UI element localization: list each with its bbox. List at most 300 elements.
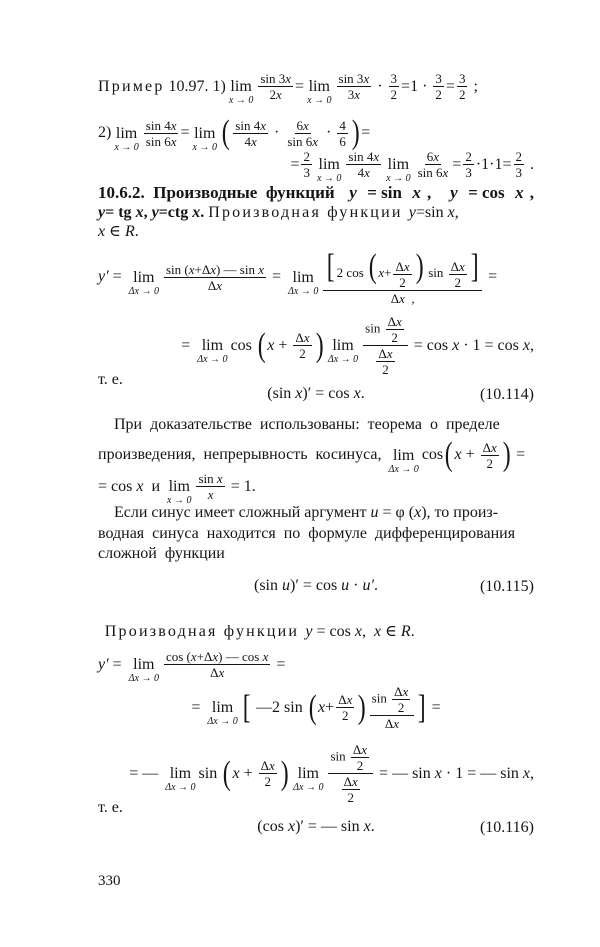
- fraction: [514, 150, 525, 179]
- bracket: ): [358, 688, 366, 726]
- text-run: +: [325, 698, 335, 716]
- text-run: и: [143, 477, 165, 495]
- text-run: (cos: [257, 818, 288, 835]
- text-run: ;: [469, 77, 478, 95]
- text-run: x: [318, 698, 326, 716]
- text-run: ,: [530, 764, 534, 782]
- text-run: x: [412, 183, 421, 202]
- limit: [293, 766, 323, 793]
- text-run: x: [267, 336, 275, 354]
- text-run: ,: [530, 336, 534, 354]
- text-run: x: [522, 764, 530, 782]
- denominator: [389, 330, 400, 344]
- text-run: = cos: [409, 336, 453, 354]
- example-10-97-line-1: [98, 71, 534, 106]
- bracket: (: [368, 248, 377, 285]
- text-run: .: [374, 577, 378, 594]
- text-run: x: [207, 487, 214, 502]
- text-run: ∈: [381, 623, 401, 640]
- text-run: u: [370, 504, 379, 521]
- text-run: =: [295, 77, 305, 95]
- limit-subscript: x → 0: [316, 173, 342, 184]
- fraction: [323, 250, 482, 305]
- text-run: )′ = cos: [289, 577, 342, 594]
- limit: [317, 157, 341, 184]
- denominator: [457, 87, 468, 101]
- bracket: ): [280, 754, 289, 792]
- text-run: x: [373, 149, 380, 164]
- paragraph-line: [98, 436, 534, 475]
- text-run: x: [303, 117, 309, 133]
- denominator: [433, 87, 444, 101]
- text-run: = — sin: [375, 764, 435, 782]
- text-run: x: [262, 649, 269, 664]
- text-run: x: [210, 261, 216, 277]
- math-text: 2: [454, 274, 461, 290]
- math-text: Δ: [384, 716, 394, 731]
- fraction: [457, 72, 468, 101]
- text-run: ·: [373, 77, 387, 95]
- text-run: =: [452, 155, 462, 173]
- text-run: sin: [198, 764, 222, 782]
- text-run: x: [414, 504, 422, 521]
- math-text: sin 3: [338, 71, 364, 86]
- text-run: x: [346, 692, 353, 707]
- lim-word: lim: [318, 156, 340, 173]
- math-text: 3: [465, 165, 472, 180]
- fraction: [301, 150, 312, 179]
- fraction: [449, 260, 467, 289]
- math-text: 4: [339, 117, 346, 133]
- limit: [207, 700, 237, 727]
- text-run: x: [454, 446, 462, 463]
- lim-word: lim: [169, 765, 192, 782]
- text-run: x: [447, 204, 455, 221]
- limit-subscript: Δx → 0: [197, 354, 228, 365]
- math-text: 6: [426, 149, 434, 164]
- text-run: x: [216, 471, 223, 486]
- text-run: x: [354, 623, 362, 640]
- bracket: ): [502, 436, 511, 473]
- numerator: [196, 472, 224, 487]
- math-text: 2: [264, 774, 271, 789]
- limit-subscript: Δx → 0: [388, 463, 419, 475]
- math-text: Δ: [395, 258, 404, 274]
- example-10-97-line-2: [98, 114, 534, 153]
- text-run: y: [98, 204, 106, 221]
- text-run: x: [373, 623, 382, 640]
- numerator: [337, 119, 348, 134]
- math-text: Δ: [338, 692, 347, 707]
- math-text: Δ: [343, 774, 353, 789]
- fraction: [337, 119, 348, 148]
- math-text: sin (: [165, 261, 189, 277]
- math-text: Δ: [394, 684, 403, 699]
- math-text: sin 4: [235, 117, 261, 133]
- numerator: [425, 150, 441, 165]
- text-run: x: [442, 165, 449, 180]
- cos-derivative-line-2: [98, 685, 534, 730]
- text-run: = cos: [312, 623, 355, 640]
- denominator: [484, 456, 495, 470]
- numerator: [389, 72, 400, 87]
- bracket: ): [315, 326, 324, 364]
- text-run: x: [403, 258, 410, 274]
- text-run: (sin: [267, 385, 296, 402]
- lim-word: lim: [115, 124, 138, 142]
- numerator: [258, 72, 293, 87]
- math-text: 2: [390, 87, 398, 102]
- fraction: [164, 650, 270, 679]
- text-run: x: [361, 742, 368, 757]
- fraction: [337, 72, 372, 101]
- text-run: x: [363, 71, 370, 86]
- fraction: [144, 119, 179, 148]
- bracket: ]: [417, 688, 426, 726]
- cos-derivative-heading: [80, 624, 516, 640]
- text-run: x: [490, 439, 497, 455]
- formula-10-116: [98, 819, 534, 835]
- math-text: 4: [357, 165, 365, 180]
- text-run: Пример: [98, 77, 165, 95]
- lim-word: lim: [211, 699, 234, 716]
- fraction: [393, 260, 411, 289]
- text-run: (sin: [253, 577, 282, 594]
- text-run: x: [276, 87, 282, 102]
- text-run: = cos: [98, 477, 137, 495]
- text-run: ,: [454, 204, 459, 221]
- lim-word: lim: [308, 78, 330, 95]
- limit: [167, 479, 191, 506]
- text-run: x: [260, 117, 266, 133]
- text-run: u: [281, 577, 290, 594]
- text-run: x: [433, 149, 440, 164]
- text-run: x: [285, 71, 292, 86]
- text-run: =: [445, 77, 455, 95]
- text-run: )′ = — sin: [295, 818, 364, 835]
- numerator: [481, 441, 499, 456]
- math-text: 3: [435, 71, 442, 86]
- formula-10-114: [98, 386, 534, 402]
- text-run: Если синус имеет сложный аргумент: [98, 504, 371, 521]
- bracket: ): [415, 248, 424, 285]
- math-text: 3: [303, 165, 310, 180]
- math-text: 2: [382, 362, 389, 377]
- math-text: ) — cos: [218, 649, 263, 664]
- text-run: cos: [421, 446, 444, 463]
- numerator: [376, 347, 394, 362]
- text-run: )′ = cos: [302, 385, 354, 402]
- fraction: [363, 315, 408, 376]
- fraction: [259, 759, 277, 788]
- math-text: Δ: [295, 330, 304, 345]
- sin-derivative-line-2: [98, 315, 534, 376]
- text-run: 10.97. 1): [164, 77, 226, 95]
- text-run: x: [522, 336, 530, 354]
- math-text: sin: [371, 690, 391, 706]
- fraction: [392, 685, 410, 714]
- paragraph-line: [98, 505, 534, 521]
- text-run: x: [452, 336, 460, 354]
- text-run: x: [287, 818, 296, 835]
- fraction: [389, 72, 400, 101]
- limit: [193, 126, 217, 153]
- math-text: sin: [330, 748, 349, 764]
- math-text: 2: [303, 149, 310, 164]
- numerator: [463, 150, 474, 165]
- text-run: =: [272, 655, 286, 673]
- numerator: [351, 743, 369, 758]
- numerator: [346, 150, 381, 165]
- limit-subscript: x → 0: [114, 141, 139, 153]
- denominator: [144, 134, 179, 148]
- text-run: =: [180, 124, 190, 141]
- text-run: u′: [362, 577, 374, 594]
- text-run: x: [434, 764, 442, 782]
- limit-subscript: Δx → 0: [288, 285, 319, 297]
- text-run: x: [295, 385, 303, 402]
- denominator: [355, 758, 366, 772]
- fraction: [370, 685, 415, 730]
- numerator: [233, 119, 268, 134]
- numerator: [393, 260, 411, 275]
- text-run: x: [386, 346, 393, 361]
- numerator: [392, 685, 410, 700]
- text-run: R: [124, 223, 135, 240]
- lim-word: lim: [230, 78, 252, 95]
- limit: [229, 79, 253, 106]
- limit-subscript: x → 0: [307, 95, 332, 106]
- text-run: .: [370, 818, 375, 835]
- text-run: y: [408, 204, 416, 221]
- cos-derivative-line-3: [98, 743, 534, 804]
- text-run: y′: [98, 268, 109, 286]
- text-run: x: [192, 204, 201, 221]
- text-run: x: [232, 764, 240, 782]
- equation-number-10-115: (10.115): [479, 578, 534, 595]
- math-text: sin: [198, 471, 217, 486]
- numerator: [295, 119, 311, 134]
- denominator: [297, 346, 308, 360]
- text-run: x: [353, 385, 361, 402]
- math-text: 2: [515, 149, 522, 164]
- math-text: 2: [465, 149, 472, 164]
- lim-word: lim: [292, 268, 314, 286]
- denominator: [340, 708, 351, 722]
- denominator: [206, 278, 224, 292]
- text-run: x: [402, 684, 409, 699]
- text-run: =: [181, 336, 195, 354]
- text-run: y: [450, 183, 458, 202]
- limit-subscript: Δx → 0: [207, 716, 238, 727]
- text-run: x: [312, 133, 319, 149]
- math-text: 2: [299, 346, 306, 361]
- bracket: ): [351, 114, 360, 151]
- paragraph-line: [98, 546, 534, 562]
- denominator: [397, 275, 408, 289]
- math-text: 2: [391, 330, 398, 345]
- text-run: =: [268, 268, 286, 286]
- limit: [165, 766, 195, 793]
- text-run: u: [341, 577, 350, 594]
- text-run: произведения, непрерывность косинуса,: [98, 446, 386, 463]
- numerator: [301, 150, 312, 165]
- denominator: [285, 134, 320, 148]
- limit: [307, 79, 331, 106]
- math-text: sin 4: [145, 117, 171, 133]
- text-run: = —: [129, 764, 163, 782]
- fraction: [416, 150, 451, 179]
- text-run: =: [191, 698, 205, 716]
- math-text: 2: [269, 87, 277, 102]
- page-number: 330: [98, 873, 121, 889]
- text-run: = tg: [105, 204, 136, 221]
- sin-derivative-line-1: [98, 250, 534, 305]
- math-text: 3: [390, 71, 398, 86]
- math-text: Δ: [378, 346, 387, 361]
- text-run: x: [98, 223, 106, 240]
- fraction: [285, 119, 320, 148]
- limit-subscript: x → 0: [228, 95, 254, 106]
- text-run: x: [378, 265, 385, 280]
- text-run: x: [399, 290, 405, 306]
- lim-word: lim: [387, 156, 410, 173]
- numerator: [363, 315, 408, 346]
- fraction: [293, 331, 311, 360]
- text-run: ), то произ-: [421, 504, 499, 521]
- paragraph-line: [98, 526, 534, 542]
- text-run: x: [393, 716, 400, 731]
- text-run: y′: [98, 655, 109, 673]
- math-text: 2: [347, 790, 354, 805]
- denominator: [356, 165, 372, 179]
- math-text: Δ: [390, 290, 400, 306]
- numerator: [342, 775, 360, 790]
- math-text: 2: [399, 274, 406, 290]
- text-run: —2 sin: [252, 698, 307, 716]
- text-run: = sin: [362, 183, 407, 202]
- domain-line: [98, 224, 534, 240]
- text-run: ,: [361, 623, 374, 640]
- lim-word: lim: [194, 124, 216, 142]
- fraction: [481, 441, 499, 470]
- text-run: ·: [349, 577, 363, 594]
- text-run: x: [258, 261, 264, 277]
- denominator: [514, 165, 525, 179]
- text-run: x: [303, 330, 310, 345]
- text-run: x: [135, 204, 144, 221]
- lim-word: lim: [168, 478, 190, 495]
- numerator: [449, 260, 467, 275]
- text-run: x: [212, 649, 219, 664]
- text-run: =: [108, 268, 126, 286]
- numerator: [259, 759, 277, 774]
- bracket: [: [242, 688, 251, 726]
- denominator: [208, 665, 226, 679]
- text-run: водная синуса находится по формуле дифференцирования: [98, 525, 516, 542]
- lim-word: lim: [297, 765, 319, 782]
- text-run: =: [427, 698, 441, 716]
- text-run: т. е.: [98, 371, 123, 388]
- text-run: =: [108, 655, 126, 673]
- paragraph-line: [98, 471, 534, 506]
- text-run: = 1.: [226, 477, 256, 495]
- bracket: ]: [470, 248, 479, 285]
- limit-subscript: Δx → 0: [327, 354, 359, 365]
- text-run: т. е.: [98, 799, 123, 816]
- text-run: ,: [427, 183, 444, 202]
- fraction: [164, 263, 266, 292]
- text-run: x: [269, 758, 275, 773]
- denominator: [463, 165, 474, 179]
- math-text: Δ: [387, 314, 396, 329]
- math-text: +Δ: [196, 649, 213, 664]
- numerator: [164, 650, 270, 665]
- denominator: [346, 87, 362, 101]
- fraction: [328, 743, 373, 804]
- denominator: [452, 275, 463, 289]
- text-run: R: [400, 623, 411, 640]
- bracket: (: [221, 114, 230, 151]
- math-text: sin 6: [417, 165, 443, 180]
- fraction: [463, 150, 474, 179]
- lim-word: lim: [133, 656, 155, 673]
- denominator: [389, 87, 400, 101]
- text-run: =: [512, 446, 526, 463]
- text-run: · 1 = cos: [459, 336, 523, 354]
- text-run: y: [349, 183, 357, 202]
- limit: [288, 270, 318, 297]
- math-text: Δ: [207, 277, 217, 293]
- text-run: = φ (: [378, 504, 415, 521]
- limit: [114, 126, 138, 153]
- bracket: [: [327, 248, 335, 285]
- section-heading-cont: [98, 205, 534, 221]
- math-text: cos (: [165, 649, 191, 664]
- text-run: x: [188, 261, 195, 277]
- text-run: +: [274, 336, 292, 354]
- fraction: [196, 472, 224, 501]
- text-run: .: [200, 204, 209, 221]
- numerator: [514, 150, 525, 165]
- fraction: [351, 743, 369, 772]
- lim-word: lim: [201, 337, 224, 354]
- text-run: =1 ·: [401, 77, 432, 95]
- denominator: [268, 87, 284, 101]
- fraction: [386, 315, 404, 344]
- text-run: x: [190, 649, 197, 664]
- fraction: [233, 119, 268, 148]
- text-run: При доказательстве использованы: теорема о пределе: [98, 416, 500, 433]
- text-run: x: [136, 477, 144, 495]
- text-run: Производная функции: [208, 204, 409, 221]
- math-text: sin 4: [348, 149, 374, 164]
- math-text: Δ: [260, 758, 270, 773]
- text-run: x: [170, 117, 177, 133]
- text-run: .: [526, 155, 534, 173]
- numerator: [457, 72, 468, 87]
- fraction: [336, 693, 354, 722]
- math-text: +Δ: [194, 261, 211, 277]
- text-run: =sin: [415, 204, 448, 221]
- numerator: [386, 315, 404, 330]
- text-run: ·1·1=: [475, 155, 512, 173]
- denominator: [263, 774, 274, 788]
- math-text: Δ: [482, 439, 491, 455]
- math-text: 2: [435, 87, 442, 102]
- math-text: ,: [404, 290, 415, 306]
- limit-subscript: Δx → 0: [128, 285, 159, 297]
